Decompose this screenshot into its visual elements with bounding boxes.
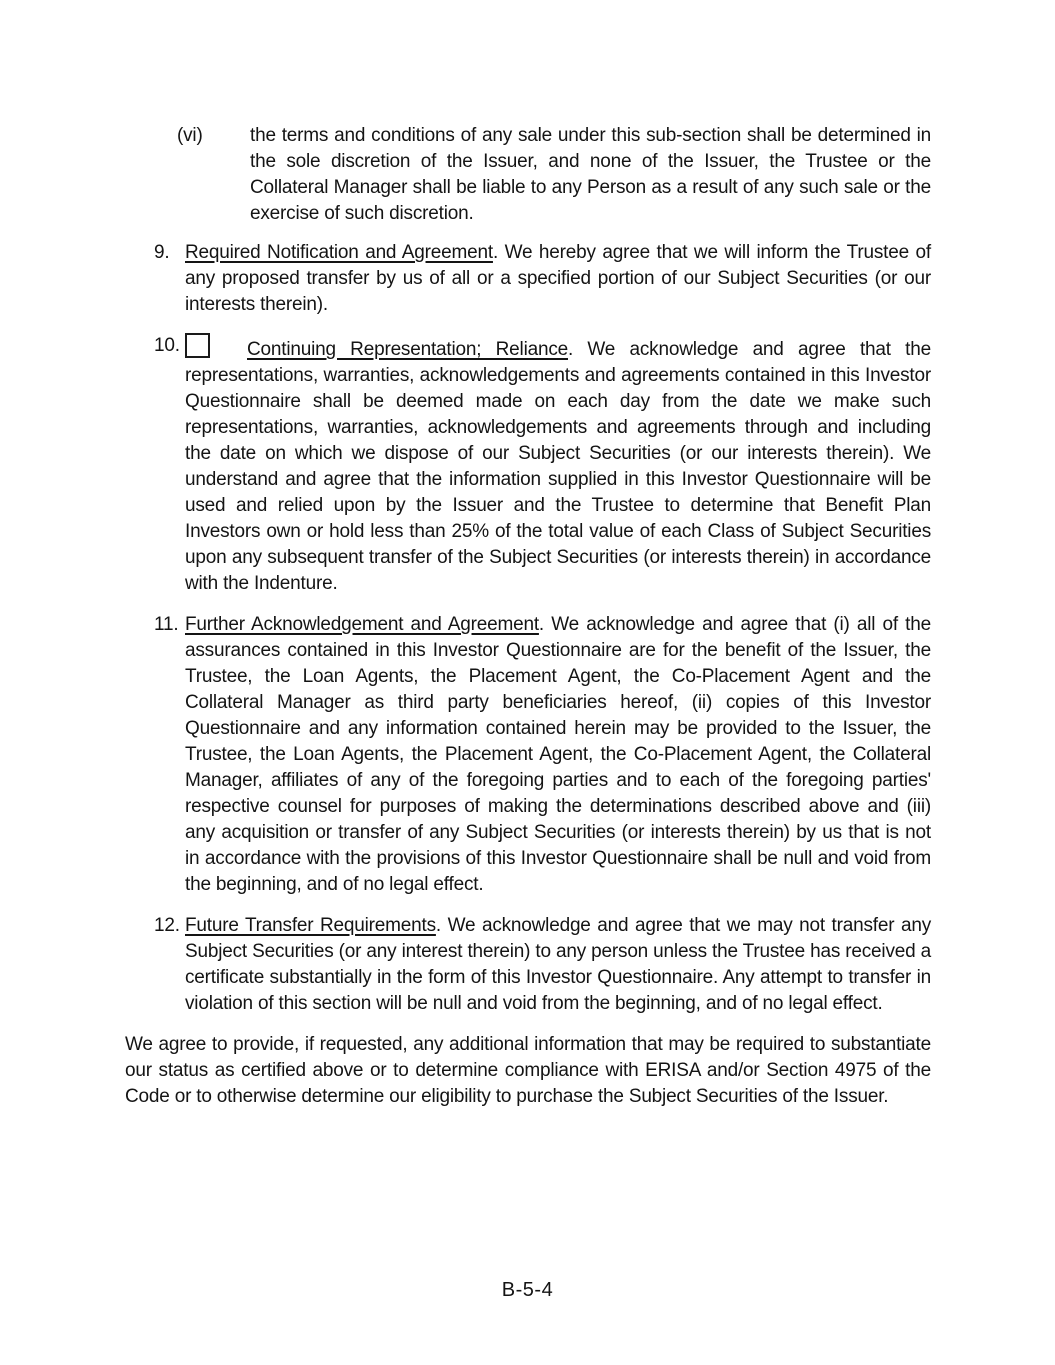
continuing-representation-checkbox[interactable]: [185, 333, 210, 358]
list-item-9: [154, 240, 931, 318]
list-item-10: [154, 333, 931, 597]
item-body: . We acknowledge and agree that (i) all of the assurances contained in this Investor Questionnaire are for the benefit of the Issuer, the Trustee, the Loan Agents, the Placement Agent, the Co-Placement Agent and the Collateral Manager as third party beneficiaries hereof, (ii) copies of this Investor Questionnaire and any information contained herein may be provided to the Issuer, the Trustee, the Loan Agents, the Placement Agent, the Co-Placement Agent, the Collateral Manager, affiliates of any of the foregoing parties and to each of the foregoing parties' respective counsel for purposes of making the determinations described above and (iii) any acquisition or transfer of any Subject Securities (or interests therein) by us that is not in accordance with the provisions of this Investor Questionnaire shall be null and void from the beginning, and of no legal effect.: [185, 614, 931, 895]
sub-item-vi: [177, 123, 931, 227]
item-number: 12.: [154, 915, 180, 936]
closing-paragraph: We agree to provide, if requested, any additional information that may be required to substantiate our status as certified above or to determine compliance with ERISA and/or Section 4975 of the Code or to otherwise determine our eligibility to purchase the Subject Securities of the Issuer.: [125, 1034, 931, 1107]
item-number: 10.: [154, 335, 180, 356]
item-number: 9.: [154, 242, 170, 263]
item-heading-continuing-representation: Continuing Representation; Reliance: [247, 339, 568, 360]
item-body: . We hereby agree that we will inform the Trustee of any proposed transfer by us of all or a specified portion of our Subject Securities (or our interests therein).: [185, 242, 931, 315]
item-heading-further-acknowledgement: Further Acknowledgement and Agreement: [185, 614, 539, 635]
list-item-12: [154, 913, 931, 1017]
sub-item-label: (vi): [177, 125, 203, 146]
item-heading-future-transfer: Future Transfer Requirements: [185, 915, 436, 936]
page-number: B-5-4: [501, 1279, 554, 1301]
item-body: . We acknowledge and agree that the representations, warranties, acknowledgements and agreements contained in this Investor Questionnaire shall be deemed made on each day from the date we make such representations, warranties, acknowledgements and agreements through and including the date on which we dispose of our Subject Securities (or our interests therein). We understand and agree that the information supplied in this Investor Questionnaire will be used and relied upon by the Issuer and the Trustee to determine that Benefit Plan Investors own or hold less than 25% of the total value of each Class of Subject Securities upon any subsequent transfer of the Subject Securities (or interests therein) in accordance with the Indenture.: [185, 339, 931, 594]
document-body: [125, 123, 931, 1110]
sub-item-text: the terms and conditions of any sale under this sub-section shall be determined in the sole discretion of the Issuer, and none of the Issuer, the Trustee or the Collateral Manager shall be liable to any Person as a result of any such sale or the exercise of such discretion.: [250, 125, 931, 224]
item-number: 11.: [154, 614, 179, 635]
item-heading-required-notification: Required Notification and Agreement: [185, 242, 493, 263]
list-item-11: [154, 612, 931, 898]
item-body: . We acknowledge and agree that we may not transfer any Subject Securities (or any interest therein) to any person unless the Trustee has received a certificate substantially in the form of this Investor Questionnaire. Any attempt to transfer in violation of this section will be null and void from the beginning, and of no legal effect.: [185, 915, 931, 1014]
